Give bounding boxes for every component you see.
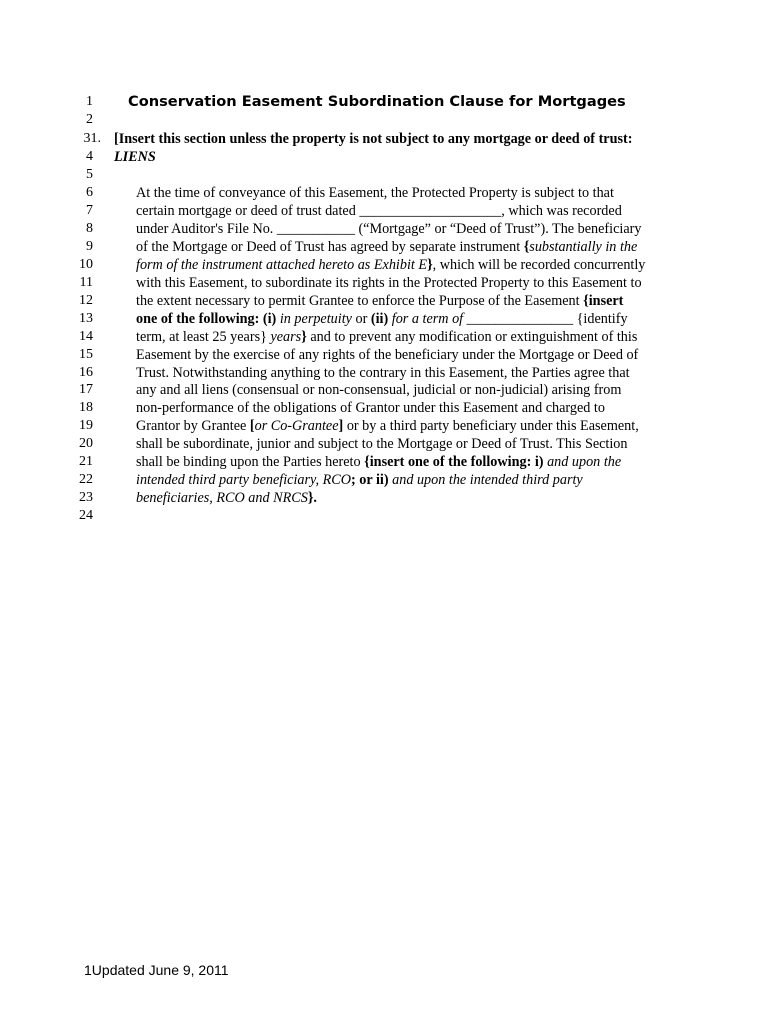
text-run: or (351, 311, 371, 327)
line-number: 19 (79, 418, 93, 433)
text-run: shall be binding upon the Parties hereto (136, 454, 365, 470)
text-run: (ii) (370, 311, 392, 327)
text-run: beneficiaries, RCO and NRCS (136, 490, 308, 506)
text-run: form of the instrument attached hereto as Exhibit E (136, 257, 428, 273)
text-run: and to prevent any modification or extinguishment of this (306, 329, 638, 345)
paragraph-line: any and all liens (consensual or non-consensual, judicial or non-judicial) arising from (136, 382, 622, 398)
text-run: or by a third party beneficiary under this Easement, (343, 418, 639, 434)
line-number: 21 (79, 454, 93, 469)
text-run: } (301, 329, 307, 345)
text-run: } (427, 257, 433, 273)
text-run: ; or ii) (351, 472, 393, 488)
text-run: or Co-Grantee (254, 418, 339, 434)
text-run: years (270, 329, 302, 345)
text-run: _______________ {identify (463, 311, 628, 327)
line-number: 17 (79, 382, 93, 397)
line-number: 4 (86, 149, 93, 164)
text-run: and upon the intended third party (392, 472, 583, 488)
paragraph-line (136, 489, 317, 507)
text-run: {insert (583, 293, 624, 309)
paragraph-line (136, 292, 623, 310)
paragraph-line (136, 256, 645, 274)
text-run: ] (338, 418, 344, 434)
footer-page-number: 1 (84, 962, 92, 978)
line-number: 24 (79, 508, 93, 523)
line-number: 13 (79, 311, 93, 326)
line-number: 8 (86, 221, 93, 236)
line-number: 20 (79, 436, 93, 451)
paragraph-line: with this Easement, to subordinate its rights in the Protected Property to this Easement to (136, 275, 642, 291)
text-run: intended third party beneficiary, RCO (136, 472, 352, 488)
line-number: 11 (79, 275, 93, 290)
text-run: one of the following: (i) (136, 311, 280, 327)
paragraph-line (136, 471, 583, 489)
paragraph-line (136, 328, 637, 346)
line-number: 31. (83, 131, 101, 146)
line-number: 2 (86, 112, 93, 127)
text-run: term, at least 25 years} (136, 329, 271, 345)
text-run: { (523, 239, 530, 255)
line-number: 15 (79, 347, 93, 362)
line-number: 10 (79, 257, 93, 272)
line-number: 12 (79, 293, 93, 308)
paragraph-line: shall be subordinate, junior and subject to the Mortgage or Deed of Trust. This Section (136, 436, 628, 452)
text-run: and upon the (547, 454, 622, 470)
page-footer (84, 961, 229, 979)
paragraph-line: non-performance of the obligations of Grantor under this Easement and charged to (136, 400, 605, 416)
paragraph-line: certain mortgage or deed of trust dated ____________________, which was recorded (136, 203, 622, 219)
text-run: the extent necessary to permit Grantee to enforce the Purpose of the Easement (136, 293, 584, 309)
text-run: , which will be recorded concurrently (432, 257, 646, 273)
paragraph-line (136, 453, 621, 471)
line-number: 5 (86, 167, 93, 182)
line-number: 9 (86, 239, 93, 254)
insert-instruction: [Insert this section unless the property is not subject to any mortgage or deed of trust: (114, 131, 633, 147)
text-run: for a term of (391, 311, 464, 327)
paragraph-line: Trust. Notwithstanding anything to the contrary in this Easement, the Parties agree that (136, 365, 630, 381)
line-number: 22 (79, 472, 93, 487)
section-heading: LIENS (114, 149, 156, 165)
paragraph-line (136, 238, 637, 256)
paragraph-line: At the time of conveyance of this Easement, the Protected Property is subject to that (136, 185, 614, 201)
paragraph-line: Easement by the exercise of any rights of the beneficiary under the Mortgage or Deed of (136, 347, 639, 363)
paragraph-line (136, 310, 628, 328)
paragraph-line: under Auditor's File No. ___________ (“Mortgage” or “Deed of Trust”). The beneficiary (136, 221, 642, 237)
line-number: 23 (79, 490, 93, 505)
line-number: 1 (86, 94, 93, 109)
text-run: in perpetuity (279, 311, 352, 327)
text-run: [ (249, 418, 255, 434)
line-number: 14 (79, 329, 93, 344)
text-run: {insert one of the following: i) (364, 454, 548, 470)
text-run: }. (307, 490, 317, 506)
paragraph-line (136, 417, 639, 435)
text-run: of the Mortgage or Deed of Trust has agreed by separate instrument (136, 239, 524, 255)
line-number: 7 (86, 203, 93, 218)
text-run: Grantor by Grantee (136, 418, 250, 434)
text-run: substantially in the (529, 239, 638, 255)
line-number: 18 (79, 400, 93, 415)
line-number: 16 (79, 365, 93, 380)
line-number: 6 (86, 185, 93, 200)
footer-updated-date: Updated June 9, 2011 (91, 962, 229, 978)
document-title: Conservation Easement Subordination Clause for Mortgages (128, 93, 626, 110)
